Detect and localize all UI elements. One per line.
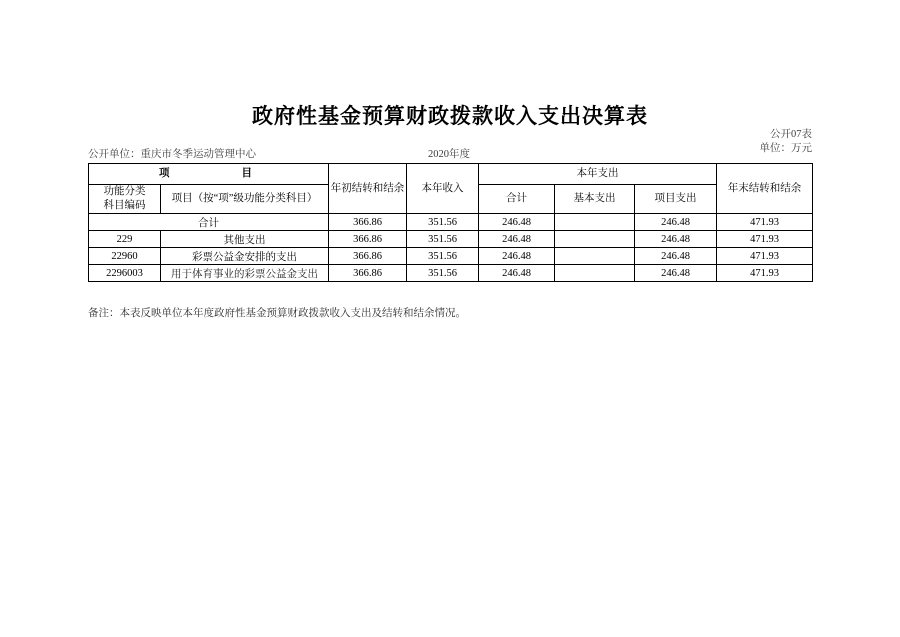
header-item-name: 项目（按“项”级功能分类科目） [161,185,329,214]
cell-end-balance: 471.93 [717,231,813,248]
cell-project-expense: 246.48 [635,231,717,248]
header-project-expense: 项目支出 [635,185,717,214]
cell-expense-total: 246.48 [479,214,555,231]
page-title: 政府性基金预算财政拨款收入支出决算表 [252,104,648,128]
cell-project-expense: 246.48 [635,265,717,282]
cell-end-balance: 471.93 [717,248,813,265]
cell-function-code: 229 [89,231,161,248]
cell-end-balance: 471.93 [717,265,813,282]
cell-item-name: 彩票公益金安排的支出 [161,248,329,265]
fiscal-year: 2020年度 [428,149,470,160]
header-year-income: 本年收入 [407,164,479,214]
table-footnote: 备注：本表反映单位本年度政府性基金预算财政拨款收入支出及结转和结余情况。 [88,308,466,319]
cell-begin-balance: 366.86 [329,214,407,231]
cell-year-income: 351.56 [407,214,479,231]
row-label-total: 合计 [89,214,329,231]
cell-year-income: 351.56 [407,248,479,265]
cell-expense-total: 246.48 [479,231,555,248]
header-function-code-line1: 功能分类 [103,186,146,197]
cell-function-code: 2296003 [89,265,161,282]
header-function-code-line2: 科目编码 [103,200,146,211]
header-end-balance: 年末结转和结余 [717,164,813,214]
amount-unit: 单位：万元 [759,143,812,154]
table-row [89,248,813,265]
cell-basic-expense [555,214,635,231]
header-function-code [89,185,161,214]
table-row [89,231,813,248]
discloser-block [88,146,256,161]
cell-basic-expense [555,231,635,248]
header-expense-total: 合计 [479,185,555,214]
header-year-expense-group: 本年支出 [479,164,717,185]
header-item-group-label: 项 目 [159,168,258,179]
cell-end-balance: 471.93 [717,214,813,231]
cell-begin-balance: 366.86 [329,265,407,282]
header-begin-balance: 年初结转和结余 [329,164,407,214]
discloser-label: 公开单位： [88,149,141,160]
cell-expense-total: 246.48 [479,265,555,282]
header-item-group [89,164,329,185]
cell-item-name: 其他支出 [161,231,329,248]
cell-item-name: 用于体育事业的彩票公益金支出 [161,265,329,282]
cell-expense-total: 246.48 [479,248,555,265]
cell-year-income: 351.56 [407,231,479,248]
cell-year-income: 351.56 [407,265,479,282]
table-row [89,265,813,282]
form-number: 公开07表 [770,129,812,140]
budget-table [88,163,813,282]
cell-project-expense: 246.48 [635,214,717,231]
meta-row [88,146,812,162]
table-row [89,214,813,231]
cell-begin-balance: 366.86 [329,231,407,248]
cell-basic-expense [555,248,635,265]
discloser-name: 重庆市冬季运动管理中心 [140,149,256,160]
cell-function-code: 22960 [89,248,161,265]
cell-project-expense: 246.48 [635,248,717,265]
cell-begin-balance: 366.86 [329,248,407,265]
cell-basic-expense [555,265,635,282]
header-basic-expense: 基本支出 [555,185,635,214]
